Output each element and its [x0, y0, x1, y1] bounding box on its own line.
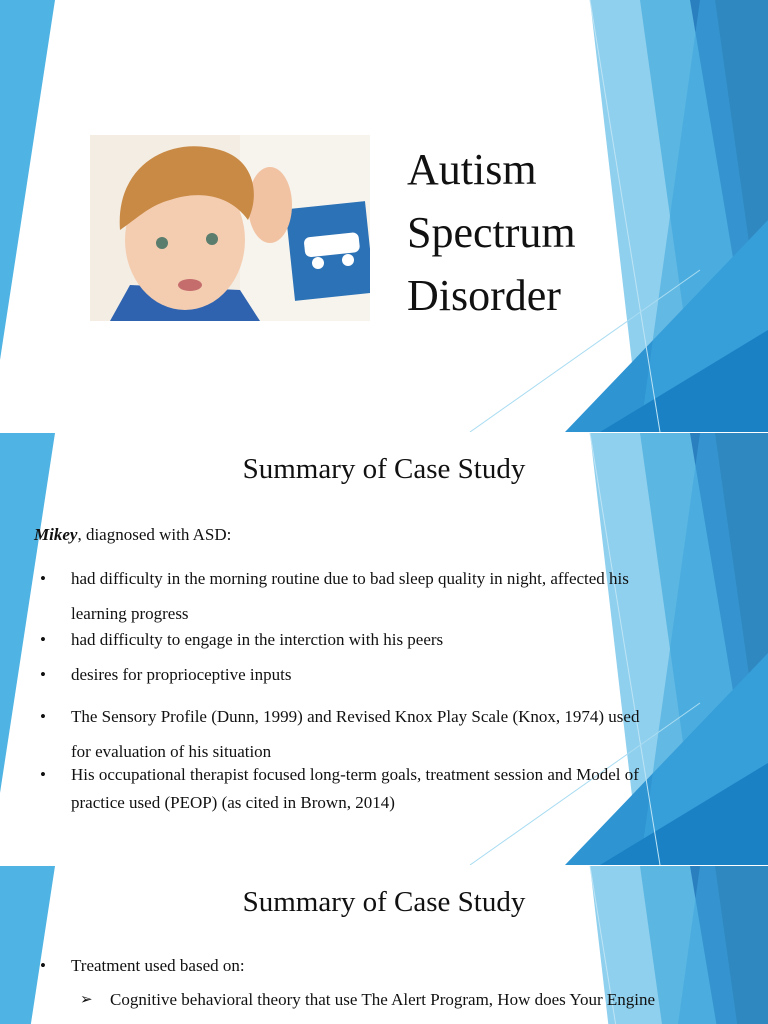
sub-bullet-item — [80, 990, 655, 1010]
bullet-text: had difficulty in the morning routine due to bad sleep quality in night, affected his — [71, 569, 629, 588]
bullet-text: Treatment used based on: — [71, 956, 245, 975]
list-item — [40, 956, 720, 976]
bullet-icon: • — [40, 956, 46, 975]
child-photo — [90, 135, 370, 321]
list-item — [40, 699, 720, 769]
slide-heading: Summary of Case Study — [242, 886, 526, 918]
bullet-icon: • — [40, 765, 46, 784]
list-item — [40, 761, 720, 817]
title-line-3: Disorder — [407, 271, 561, 320]
bullet-icon: • — [40, 569, 46, 588]
slide-title — [0, 0, 768, 432]
title-line-1: Autism — [407, 145, 537, 194]
intro-line — [34, 525, 231, 545]
slide-heading: Summary of Case Study — [242, 453, 526, 485]
list-item — [40, 630, 720, 650]
bullet-text-continued: learning progress — [71, 604, 189, 623]
intro-text: , diagnosed with ASD: — [77, 525, 232, 544]
arrow-bullet-icon: ➢ — [80, 992, 93, 1008]
slide-case-summary-treatment — [0, 866, 768, 1024]
bullet-text: desires for proprioceptive inputs — [71, 665, 292, 684]
list-item — [40, 561, 720, 631]
bullet-icon: • — [40, 707, 46, 726]
bullet-text: had difficulty to engage in the interction with his peers — [71, 630, 444, 649]
bullet-text-continued: practice used (PEOP) (as cited in Brown, 2014) — [71, 793, 395, 812]
sub-bullet-text: Cognitive behavioral theory that use The Alert Program, How does Your Engine — [110, 990, 656, 1009]
bullet-text-continued: for evaluation of his situation — [71, 742, 272, 761]
slide-title-text — [407, 138, 576, 327]
list-item — [40, 665, 720, 685]
slide-case-summary — [0, 433, 768, 865]
bullet-text: His occupational therapist focused long-term goals, treatment session and Model of — [71, 765, 639, 784]
title-line-2: Spectrum — [407, 208, 576, 257]
bullet-icon: • — [40, 630, 46, 649]
bullet-text: The Sensory Profile (Dunn, 1999) and Revised Knox Play Scale (Knox, 1974) used — [71, 707, 640, 726]
bullet-icon: • — [40, 665, 46, 684]
patient-name: Mikey — [34, 525, 78, 544]
